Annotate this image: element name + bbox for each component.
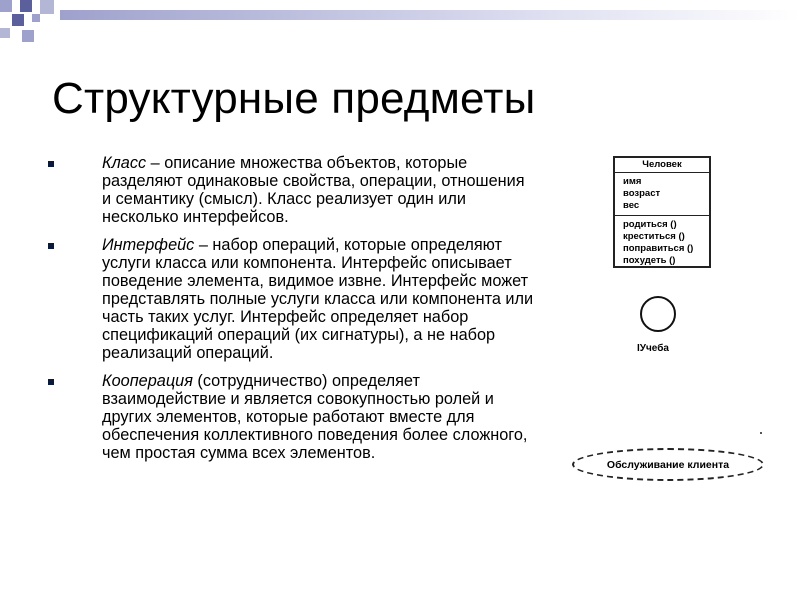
bullet-text: – набор операций, которые определяют услуги класса или компонента. Интерфейс описывает поведение элемента, видимое извне. Интерфейс может представлять полные услуги класса или компонента или часть таких услуг. Интерфейс определяет набор спецификаций операций (их сигнатуры), а не набор реализаций операций. bbox=[102, 236, 534, 362]
decor-square bbox=[32, 14, 40, 22]
uml-class-attributes bbox=[615, 173, 709, 216]
uml-class-box bbox=[613, 156, 711, 268]
decor-square bbox=[0, 28, 10, 38]
interface-lollipop-icon bbox=[640, 296, 676, 332]
bullet-square-icon bbox=[48, 379, 54, 385]
collaboration-ellipse bbox=[572, 448, 764, 481]
bullet-term: Класс bbox=[102, 154, 147, 172]
bullet-interface bbox=[48, 236, 538, 362]
decor-square bbox=[12, 14, 24, 26]
decor-square bbox=[22, 30, 34, 42]
uml-operation: родиться () bbox=[623, 219, 677, 230]
decor-bar bbox=[60, 10, 800, 20]
uml-operation: поправиться () bbox=[623, 243, 694, 254]
slide-title: Структурные предметы bbox=[52, 74, 536, 123]
bullet-list bbox=[48, 154, 538, 472]
bullet-text: (сотрудничество) определяет взаимодействие и является совокупностью ролей и других элементов, которые работают вместе для обеспечения коллективного поведения более сложного, чем простая сумма всех элементов. bbox=[102, 372, 528, 462]
bullet-square-icon bbox=[48, 243, 54, 249]
decor-square bbox=[0, 0, 12, 12]
collaboration-label: Обслуживание клиента bbox=[606, 458, 730, 471]
uml-operation: похудеть () bbox=[623, 255, 676, 266]
bullet-collaboration bbox=[48, 372, 538, 462]
bullet-square-icon bbox=[48, 161, 54, 167]
uml-attribute: возраст bbox=[623, 188, 661, 199]
bullet-text: – описание множества объектов, которые разделяют одинаковые свойства, операции, отношения и семантику (смысл). Класс реализует один или несколько интерфейсов. bbox=[102, 154, 525, 226]
scan-speck bbox=[760, 432, 762, 434]
uml-figures bbox=[560, 150, 790, 500]
uml-class-operations bbox=[615, 216, 709, 267]
uml-class-name: Человек bbox=[615, 158, 709, 173]
corner-decoration bbox=[0, 0, 800, 50]
bullet-class bbox=[48, 154, 538, 226]
uml-attribute: вес bbox=[623, 200, 640, 211]
uml-operation: креститься () bbox=[623, 231, 685, 242]
decor-square bbox=[20, 0, 32, 12]
uml-attribute: имя bbox=[623, 176, 642, 187]
bullet-term: Интерфейс bbox=[102, 236, 195, 254]
bullet-term: Кооперация bbox=[102, 372, 193, 390]
interface-label: IУчеба bbox=[637, 343, 669, 354]
decor-square bbox=[40, 0, 54, 14]
